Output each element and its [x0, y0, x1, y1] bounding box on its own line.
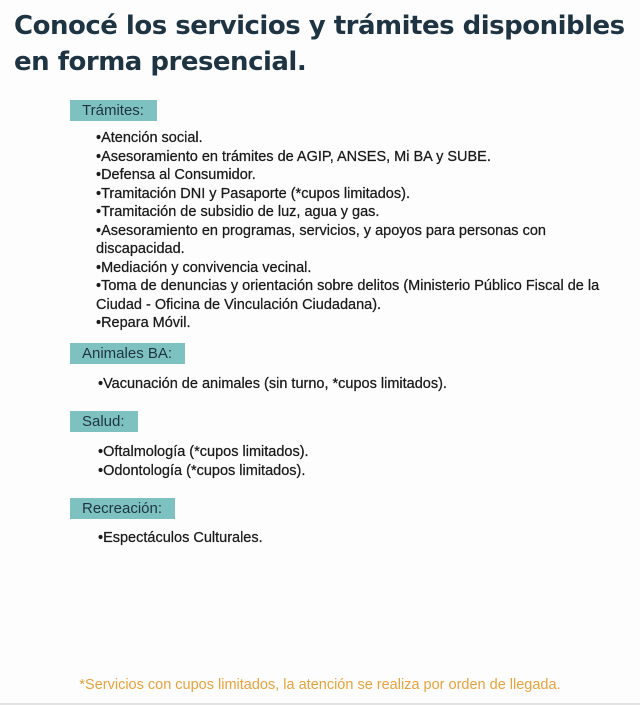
section-salud — [70, 411, 635, 480]
list-item: •Espectáculos Culturales. — [98, 530, 263, 546]
list-item: •Odontología (*cupos limitados). — [98, 462, 306, 479]
list-item: •Mediación y convivencia vecinal. — [96, 259, 312, 276]
list-item: •Oftalmología (*cupos limitados). — [98, 444, 309, 460]
list-item: •Repara Móvil. — [96, 315, 191, 331]
list-item: •Vacunación de animales (sin turno, *cupos limitados). — [98, 376, 447, 392]
footnote: *Servicios con cupos limitados, la atención se realiza por orden de llegada. — [79, 677, 561, 693]
list-item: •Toma de denuncias y orientación sobre delitos (Ministerio Público Fiscal de la Ciudad - Oficina de Vinculación Ciudadana). — [96, 278, 600, 313]
list-item: •Asesoramiento en programas, servicios, y apoyos para personas con discapacidad. — [96, 222, 546, 257]
section-label-animales-ba: Animales BA: — [70, 343, 185, 364]
list-item: •Defensa al Consumidor. — [96, 167, 256, 183]
list-item: •Tramitación DNI y Pasaporte (*cupos limitados). — [96, 185, 410, 202]
item-list-salud — [98, 443, 635, 480]
item-list-tramites — [96, 129, 624, 333]
list-item: •Tramitación de subsidio de luz, agua y gas. — [96, 204, 380, 220]
section-tramites — [70, 100, 635, 333]
list-item: •Atención social. — [96, 130, 203, 146]
item-list-recreacion — [98, 529, 635, 548]
section-label-salud: Salud: — [70, 411, 138, 432]
section-label-tramites: Trámites: — [70, 100, 157, 121]
item-list-animales-ba — [98, 375, 635, 394]
list-item: •Asesoramiento en trámites de AGIP, ANSES, Mi BA y SUBE. — [96, 148, 491, 165]
section-recreacion — [70, 498, 635, 548]
section-label-recreacion: Recreación: — [70, 498, 175, 519]
section-animales-ba — [70, 343, 635, 394]
page-title: Conocé los servicios y trámites disponibles en forma presencial. — [14, 11, 625, 77]
